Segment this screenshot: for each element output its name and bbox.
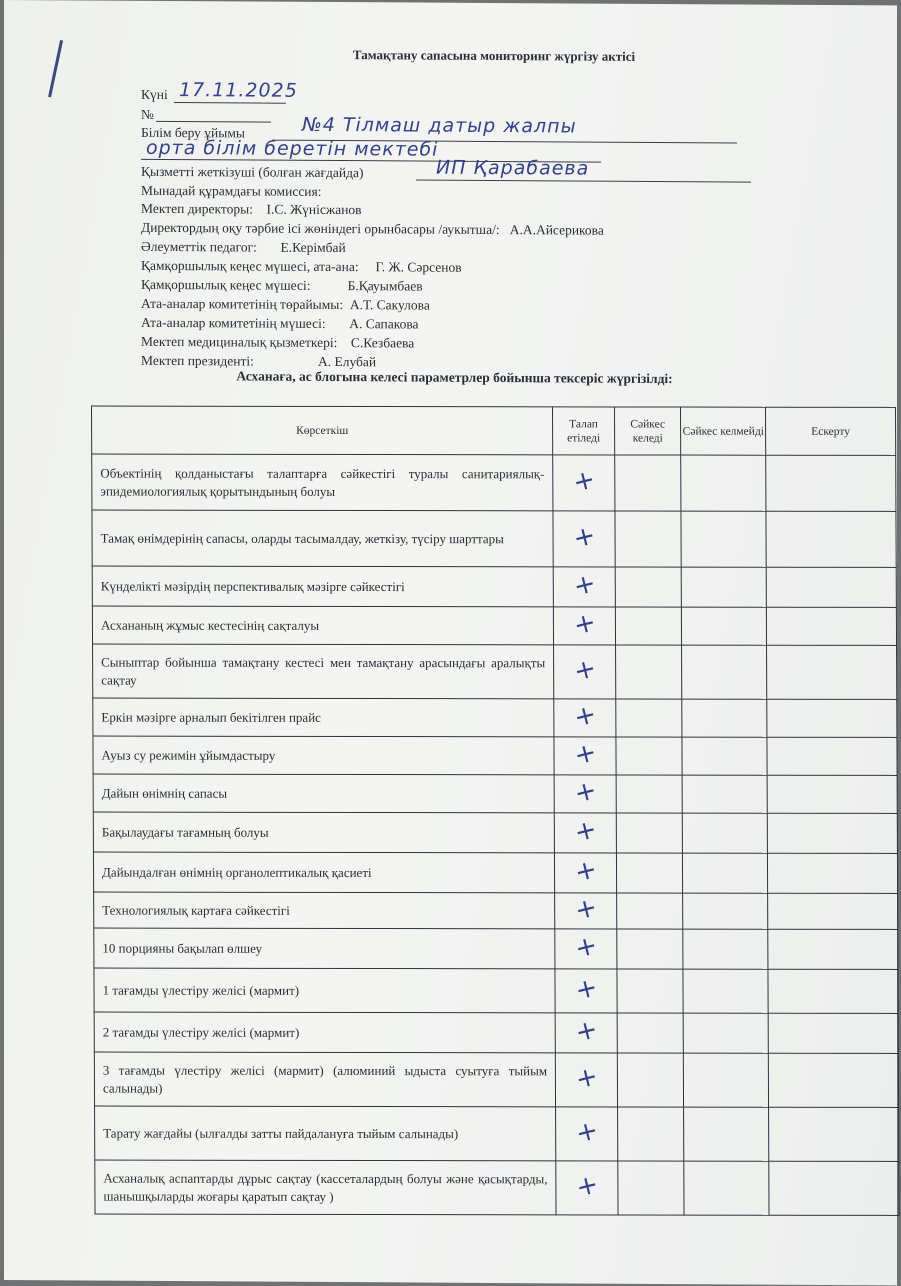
compliant-cell	[617, 969, 684, 1013]
note-cell	[768, 1053, 898, 1107]
indicator-cell: Ауыз су режимін ұйымдастыру	[93, 736, 554, 775]
note-cell	[766, 511, 896, 567]
note-cell	[769, 1161, 899, 1215]
compliant-cell	[616, 813, 683, 853]
indicator-cell: 1 тағамды үлестіру желісі (мармит)	[94, 968, 555, 1013]
document-page	[4, 0, 897, 1285]
commission-member: Ата-аналар комитетінің мүшесі: А. Сапакова	[141, 314, 419, 332]
indicator-cell: Дайын өнімнің сапасы	[93, 774, 554, 813]
table-row	[95, 1106, 899, 1161]
handwritten-check: +	[570, 607, 599, 642]
date-label: Күні	[141, 86, 168, 103]
table-row	[93, 812, 897, 853]
table-row	[93, 736, 897, 775]
noncompliant-cell	[683, 853, 768, 893]
table-row	[94, 892, 898, 929]
table-row	[94, 928, 898, 969]
indicator-cell: Еркін мәзірге арналып бекітілген прайс	[93, 698, 554, 737]
compliant-cell	[617, 1107, 684, 1161]
required-check-cell	[553, 455, 615, 511]
header-compliant: Сәйкес келеді	[614, 407, 681, 455]
noncompliant-cell	[681, 455, 766, 511]
compliant-cell	[617, 1053, 684, 1107]
compliant-cell	[615, 455, 682, 511]
note-cell	[767, 699, 897, 737]
number-label: №	[141, 106, 154, 122]
noncompliant-cell	[684, 1013, 769, 1053]
noncompliant-cell	[683, 775, 768, 813]
compliant-cell	[615, 645, 682, 699]
commission-member: Қамқоршылық кеңес мүшесі, ата-ана: Г. Ж. Сәрсенов	[141, 257, 462, 275]
indicator-cell: Тарату жағдайы (ылғалды затты пайдалануға тыйым салынады)	[95, 1106, 556, 1161]
note-cell	[767, 775, 897, 813]
compliant-cell	[616, 893, 683, 929]
table-row	[94, 1012, 898, 1053]
compliant-cell	[615, 511, 682, 567]
noncompliant-cell	[681, 511, 766, 567]
note-cell	[766, 607, 896, 645]
required-check-cell	[554, 645, 616, 699]
table-header-row	[92, 406, 896, 455]
indicator-cell: 3 тағамды үлестіру желісі (мармит) (алюминий ыдыста суытуға тыйым салынады)	[94, 1052, 555, 1107]
handwritten-check: +	[570, 737, 600, 772]
indicator-cell: Технологиялық картаға сәйкестігі	[94, 892, 555, 929]
supplier-value: ИП Қарабаева	[436, 156, 590, 180]
handwritten-check: +	[571, 972, 601, 1007]
note-cell	[766, 455, 896, 511]
compliant-cell	[615, 567, 682, 607]
table-row	[94, 1052, 898, 1107]
number-underline	[156, 121, 271, 123]
noncompliant-cell	[682, 567, 767, 607]
noncompliant-cell	[684, 1053, 769, 1107]
required-check-cell	[555, 969, 617, 1013]
handwritten-check: +	[570, 775, 600, 810]
commission-member: Мектеп директоры: І.С. Жүнісжанов	[141, 200, 362, 218]
compliant-cell	[616, 737, 683, 775]
required-check-cell	[554, 699, 616, 737]
handwritten-check: +	[570, 653, 599, 688]
header-indicator: Көрсеткіш	[92, 406, 553, 455]
org-value-line2: орта білім беретін мектебі	[146, 136, 439, 161]
note-cell	[767, 737, 897, 775]
commission-member: Әлеуметтік педагог: Е.Керімбай	[141, 238, 346, 256]
noncompliant-cell	[683, 969, 768, 1013]
note-cell	[768, 969, 898, 1013]
supplier-underline	[416, 180, 751, 183]
header-required: Талап етіледі	[553, 407, 615, 455]
required-check-cell	[555, 929, 617, 969]
required-check-cell	[554, 775, 616, 813]
noncompliant-cell	[682, 607, 767, 645]
table-row	[93, 774, 897, 813]
indicator-cell: 10 порцияны бақылап өлшеу	[94, 928, 555, 969]
table-row	[95, 1160, 899, 1215]
date-value: 17.11.2025	[179, 79, 298, 102]
note-cell	[767, 813, 897, 853]
compliant-cell	[616, 775, 683, 813]
handwritten-check: +	[569, 568, 599, 603]
header-note: Ескерту	[765, 407, 895, 455]
required-check-cell	[553, 567, 615, 607]
handwritten-check: +	[570, 699, 600, 734]
document-title: Тамақтану сапасына мониторинг жүргізу актісі	[352, 47, 636, 64]
note-cell	[767, 645, 897, 699]
commission-member: Ата-аналар комитетінің төрайымы: А.Т. Сакулова	[141, 295, 430, 313]
noncompliant-cell	[683, 813, 768, 853]
noncompliant-cell	[682, 699, 767, 737]
org-label: Білім беру ұйымы	[141, 124, 245, 141]
indicator-cell: 2 тағамды үлестіру желісі (мармит)	[94, 1012, 555, 1053]
table-row	[92, 566, 896, 607]
indicator-cell: Асханалық аспаптарды дұрыс сақтау (кассеталардың болуы және қасықтарды, шанышқыларды жоғары қаратып сақтау )	[95, 1160, 556, 1215]
indicator-cell: Тамақ өнімдерінің сапасы, оларды тасымалдау, жеткізу, түсіру шарттары	[92, 510, 553, 567]
table-row	[92, 454, 896, 511]
noncompliant-cell	[683, 893, 768, 929]
commission-member: Мектеп президенті: А. Елубай	[141, 352, 377, 370]
date-underline	[174, 102, 286, 104]
noncompliant-cell	[684, 1161, 769, 1215]
table-row	[92, 606, 896, 645]
noncompliant-cell	[682, 645, 767, 699]
noncompliant-cell	[683, 929, 768, 969]
commission-member: Қамқоршылық кеңес мүшесі: Б.Қауымбаев	[141, 276, 423, 294]
required-check-cell	[554, 737, 616, 775]
compliant-cell	[616, 853, 683, 893]
compliant-cell	[617, 1013, 684, 1053]
handwritten-check: +	[572, 1115, 601, 1150]
indicator-cell: Бақылаудағы тағамның болуы	[93, 812, 554, 853]
noncompliant-cell	[684, 1107, 769, 1161]
table-row	[92, 510, 896, 567]
supplier-label: Қызметті жеткізуші (болған жағдайда)	[141, 163, 364, 181]
required-check-cell	[555, 1053, 617, 1107]
handwritten-check: +	[571, 854, 600, 889]
commission-label: Мынадай құрамдағы комиссия:	[141, 182, 322, 199]
handwritten-check: +	[571, 892, 600, 927]
table-row	[93, 644, 897, 699]
required-check-cell	[555, 853, 617, 893]
handwritten-check: +	[572, 1061, 601, 1096]
required-check-cell	[554, 813, 616, 853]
indicator-cell: Дайындалған өнімнің органолептикалық қасиеті	[93, 852, 554, 893]
table-row	[93, 698, 897, 737]
table-row	[94, 968, 898, 1013]
indicator-cell: Сыныптар бойынша тамақтану кестесі мен тамақтану арасындағы аралықты сақтау	[93, 644, 554, 699]
inspection-table	[91, 406, 900, 1216]
compliant-cell	[618, 1161, 685, 1215]
compliant-cell	[617, 929, 684, 969]
handwritten-check: +	[572, 1169, 602, 1204]
handwritten-check: +	[569, 464, 599, 499]
required-check-cell	[555, 893, 617, 929]
compliant-cell	[615, 607, 682, 645]
indicator-cell: Асхананың жұмыс кестесінің сақталуы	[92, 606, 553, 645]
required-check-cell	[556, 1107, 618, 1161]
required-check-cell	[554, 607, 616, 645]
handwritten-check: +	[569, 520, 599, 555]
indicator-cell: Күнделікті мәзірдің перспективалық мәзірге сәйкестігі	[92, 566, 553, 607]
section-subtitle: Асханаға, ас блогына келесі параметрлер бойынша тексеріс жүргізілді:	[236, 368, 673, 387]
header-noncompliant: Сәйкес келмейді	[681, 407, 766, 455]
note-cell	[766, 567, 896, 607]
note-cell	[768, 929, 898, 969]
handwritten-check: +	[571, 930, 601, 965]
required-check-cell	[553, 511, 615, 567]
note-cell	[768, 893, 898, 929]
commission-member: Директордың оқу тәрбие ісі жөніндегі орынбасары /аукытша/: А.А.Айсерикова	[141, 219, 604, 238]
commission-member: Мектеп медициналық қызметкері: С.Кезбаева	[141, 333, 415, 351]
handwritten-check: +	[571, 814, 600, 849]
handwritten-check: +	[571, 1014, 601, 1049]
table-row	[93, 852, 897, 893]
required-check-cell	[556, 1161, 618, 1215]
org-value-line1: №4 Тілмаш датыр жалпы	[302, 113, 577, 138]
required-check-cell	[555, 1013, 617, 1053]
note-cell	[769, 1107, 899, 1161]
note-cell	[768, 1013, 898, 1053]
noncompliant-cell	[682, 737, 767, 775]
note-cell	[767, 853, 897, 893]
compliant-cell	[616, 699, 683, 737]
indicator-cell: Объектінің қолданыстағы талаптарға сәйкестігі туралы санитариялық-эпидемиологиялық қорытындының болуы	[92, 454, 553, 511]
